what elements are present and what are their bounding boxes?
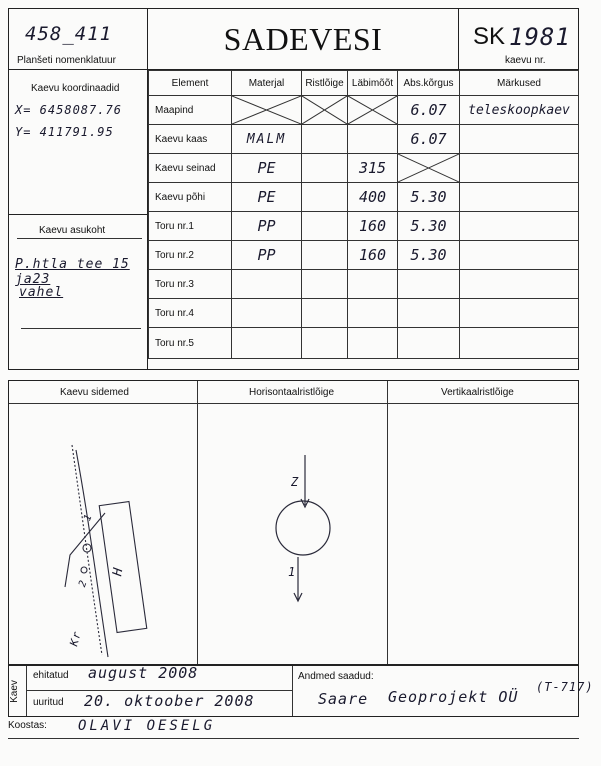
table-row (149, 183, 579, 212)
footer-mid-divider (292, 666, 293, 716)
row-notes (460, 212, 579, 241)
row-diameter: 315 (348, 154, 398, 183)
coord-y: Y= 411791.95 (15, 125, 114, 139)
title-cell (148, 9, 458, 70)
row-element: Kaevu kaas (149, 125, 232, 154)
row-diameter: 160 (348, 212, 398, 241)
data-source-value-1: Saare (318, 690, 369, 708)
data-source-value-2: Geoprojekt OÜ (388, 688, 519, 706)
sketch-label-2: 2 (77, 578, 90, 589)
coords-label: Kaevu koordinaadid (31, 83, 120, 94)
row-diameter (348, 125, 398, 154)
footer-side-label: Kaev (8, 680, 20, 703)
row-elevation: 6.07 (398, 125, 460, 154)
header-section: Ristlõige (302, 71, 348, 96)
header-material: Materjal (232, 71, 302, 96)
row-diameter: 400 (348, 183, 398, 212)
table-row (149, 154, 579, 183)
sketch-col-connections: Kaevu sidemed (60, 387, 129, 398)
sheet-number-cell (9, 9, 148, 70)
row-section (302, 183, 348, 212)
coords-cell (9, 70, 148, 215)
location-line1-text: P.htla tee 15 ja23 (15, 257, 130, 287)
footer-side-divider (26, 666, 27, 716)
well-elements-table (148, 70, 579, 359)
table-row (149, 270, 579, 299)
table-row (149, 299, 579, 328)
built-value: august 2008 (88, 664, 199, 682)
row-notes: teleskoopkaev (460, 96, 579, 125)
header-diameter: Läbimõõt (348, 71, 398, 96)
sketch-label-1: 1 (82, 512, 95, 523)
data-source-value-3: (T-717) (536, 680, 594, 694)
sketch-label-h: H (110, 565, 127, 578)
location-line2-text: vahel (19, 285, 64, 300)
row-elevation: 5.30 (398, 212, 460, 241)
built-label: ehitatud (33, 670, 69, 681)
row-element: Maapind (149, 96, 232, 125)
horizontal-section-sketch (198, 405, 386, 663)
row-notes (460, 241, 579, 270)
location-line-1 (17, 238, 142, 239)
well-number-value: 1981 (509, 23, 571, 51)
sketch-label-kr: Kr (67, 629, 84, 648)
author-label: Koostas: (8, 720, 47, 731)
row-material: PP (232, 212, 302, 241)
sketch-col-horizontal: Horisontaalristlõige (249, 387, 335, 398)
row-element: Toru nr.2 (149, 241, 232, 270)
table-row (149, 125, 579, 154)
row-element: Toru nr.5 (149, 328, 232, 359)
row-element: Kaevu seinad (149, 154, 232, 183)
sketch-label-in: Z (291, 475, 300, 489)
crossed-cell (232, 96, 302, 125)
row-element: Toru nr.4 (149, 299, 232, 328)
row-elevation: 6.07 (398, 96, 460, 125)
header-notes: Märkused (460, 71, 579, 96)
row-section (302, 212, 348, 241)
connections-sketch (10, 405, 196, 663)
row-notes (460, 125, 579, 154)
crossed-cell (398, 154, 460, 183)
table-header-row (149, 71, 579, 96)
table-row (149, 328, 579, 359)
header-element: Element (149, 71, 232, 96)
well-number-label: kaevu nr. (505, 55, 546, 66)
data-source-label: Andmed saadud: (298, 671, 374, 682)
well-prefix: SK (473, 23, 506, 50)
row-section (302, 154, 348, 183)
location-line-3 (21, 328, 141, 329)
sheet-number-label: Planšeti nomenklatuur (17, 55, 116, 66)
table-row (149, 241, 579, 270)
location-label: Kaevu asukoht (39, 225, 106, 236)
row-material: PE (232, 154, 302, 183)
row-section (302, 241, 348, 270)
row-elevation: 5.30 (398, 183, 460, 212)
row-notes (460, 154, 579, 183)
sketch-col-vertical: Vertikaalristlõige (441, 387, 514, 398)
row-material: MALM (232, 125, 302, 154)
page-title: SADEVESI (223, 21, 383, 57)
header-elevation: Abs.kõrgus (398, 71, 460, 96)
footer-row-divider (27, 690, 292, 691)
crossed-cell (302, 96, 348, 125)
row-element: Toru nr.3 (149, 270, 232, 299)
row-material: PP (232, 241, 302, 270)
coord-x: X= 6458087.76 (15, 103, 122, 117)
sheet-number-value: 458_411 (25, 23, 113, 45)
table-row (149, 212, 579, 241)
surveyed-value: 20. oktoober 2008 (84, 692, 255, 710)
sketch-divider-2 (387, 381, 388, 664)
sketch-label-out: 1 (288, 565, 297, 579)
row-element: Kaevu põhi (149, 183, 232, 212)
row-material: PE (232, 183, 302, 212)
author-underline (8, 738, 579, 739)
location-cell (9, 215, 148, 369)
author-value: OLAVI OESELG (78, 718, 216, 734)
crossed-cell (348, 96, 398, 125)
surveyed-label: uuritud (33, 697, 64, 708)
row-section (302, 125, 348, 154)
row-diameter: 160 (348, 241, 398, 270)
row-notes (460, 183, 579, 212)
row-element: Toru nr.1 (149, 212, 232, 241)
row-elevation: 5.30 (398, 241, 460, 270)
table-row (149, 96, 579, 125)
sketch-header-line (9, 403, 578, 404)
well-number-cell (458, 9, 578, 70)
